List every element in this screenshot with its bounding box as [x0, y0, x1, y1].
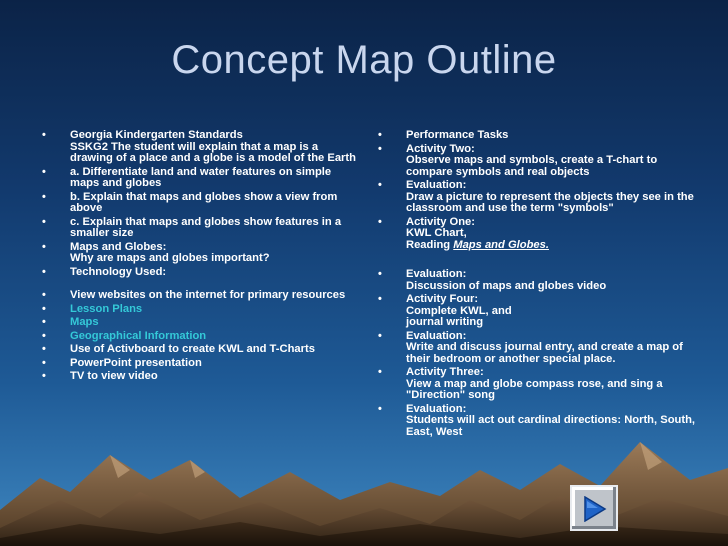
bullet-icon: • — [42, 302, 46, 315]
bullet-icon: • — [42, 190, 46, 203]
bullet-icon: • — [42, 356, 46, 369]
item-line: Activity Four: — [406, 293, 479, 305]
item-line: c. Explain that maps and globes show features in a smaller size — [70, 215, 342, 239]
item-line: Performance Tasks — [406, 129, 509, 141]
bullet-icon: • — [42, 289, 46, 301]
left-column — [40, 130, 360, 385]
item-line: Technology Used: — [70, 265, 167, 278]
list-item — [40, 242, 360, 265]
reading-prefix: Reading — [406, 238, 454, 251]
bullet-icon: • — [378, 293, 382, 305]
list-item — [376, 180, 696, 215]
list-item — [376, 269, 696, 292]
maps-link[interactable] — [40, 317, 360, 329]
bullet-icon: • — [378, 268, 382, 280]
item-line: KWL Chart, — [406, 227, 467, 239]
item-line: Observe maps and symbols, create a T-chart to compare symbols and real objects — [406, 154, 658, 178]
link-text[interactable]: Geographical Information — [70, 329, 207, 342]
list-item — [40, 192, 360, 215]
slide-title: Concept Map Outline — [171, 38, 557, 82]
item-line: Why are maps and globes important? — [70, 252, 270, 264]
bullet-icon: • — [42, 215, 46, 228]
bullet-icon: • — [378, 329, 382, 342]
item-line: Write and discuss journal entry, and create a map of their bedroom or another special place. — [406, 341, 683, 365]
list-item — [40, 358, 360, 370]
bullet-icon: • — [378, 215, 382, 228]
left-bullet-list — [40, 130, 360, 278]
list-item — [376, 130, 696, 142]
list-item — [40, 371, 360, 383]
list-item — [376, 331, 696, 366]
item-line: journal writing — [406, 316, 484, 328]
link-text[interactable]: Maps — [70, 316, 99, 328]
list-item — [376, 144, 696, 179]
bullet-icon: • — [42, 370, 46, 382]
bullet-icon: • — [378, 402, 382, 415]
item-line: Activity Two: — [406, 142, 475, 155]
item-line: Complete KWL, and — [406, 304, 512, 317]
item-line: Evaluation: — [406, 402, 467, 415]
list-item — [40, 130, 360, 165]
bullet-icon: • — [42, 329, 46, 342]
item-line: Maps and Globes: — [70, 240, 167, 253]
list-item — [376, 367, 696, 402]
play-forward-triangle-icon — [583, 496, 607, 522]
spacer — [376, 253, 696, 269]
item-line: Activity Three: — [406, 366, 484, 378]
maps-and-globes-link[interactable]: Maps and Globes. — [453, 238, 549, 251]
list-item — [40, 267, 360, 279]
item-line: Students will act out cardinal directions: North, South, East, West — [406, 414, 696, 438]
list-item — [40, 344, 360, 356]
list-item — [40, 217, 360, 240]
bullet-icon: • — [378, 142, 382, 155]
item-line: Discussion of maps and globes video — [406, 279, 607, 292]
right-bullet-list — [376, 130, 696, 251]
list-item — [376, 294, 696, 329]
list-item — [376, 217, 696, 252]
bullet-icon: • — [42, 265, 46, 278]
list-item — [40, 290, 360, 302]
item-line: PowerPoint presentation — [70, 356, 202, 369]
geographical-information-link[interactable] — [40, 331, 360, 343]
bullet-icon: • — [42, 316, 46, 328]
mountain-range-image — [0, 400, 728, 546]
item-line: b. Explain that maps and globes show a view from above — [70, 190, 338, 214]
item-line: Activity One: — [406, 215, 476, 228]
bullet-icon: • — [42, 343, 46, 355]
item-line — [406, 240, 696, 252]
item-line: Evaluation: — [406, 268, 467, 280]
bullet-icon: • — [378, 366, 382, 378]
list-item — [40, 167, 360, 190]
item-line: Evaluation: — [406, 179, 467, 191]
item-line: SSKG2 The student will explain that a map is a drawing of a place and a globe is a model of the Earth — [70, 140, 356, 164]
bullet-icon: • — [42, 240, 46, 253]
next-slide-button[interactable] — [570, 485, 618, 531]
item-line: Use of Activboard to create KWL and T-Charts — [70, 343, 315, 355]
bullet-icon: • — [378, 179, 382, 191]
link-text[interactable]: Lesson Plans — [70, 302, 143, 315]
bullet-icon: • — [42, 129, 46, 141]
item-line: Evaluation: — [406, 329, 467, 342]
bullet-icon: • — [42, 165, 46, 178]
left-bullet-list-technology — [40, 290, 360, 383]
item-line: View a map and globe compass rose, and sing a "Direction" song — [406, 377, 663, 401]
bullet-icon: • — [378, 129, 382, 141]
item-line: Georgia Kindergarten Standards — [70, 129, 243, 141]
lesson-plans-link[interactable] — [40, 304, 360, 316]
item-line: a. Differentiate land and water features on simple maps and globes — [70, 165, 332, 189]
item-line: View websites on the internet for primary resources — [70, 289, 346, 301]
item-line: Draw a picture to represent the objects they see in the classroom and use the term "symbols" — [406, 190, 694, 214]
item-line: TV to view video — [70, 370, 158, 382]
right-column — [376, 130, 696, 440]
